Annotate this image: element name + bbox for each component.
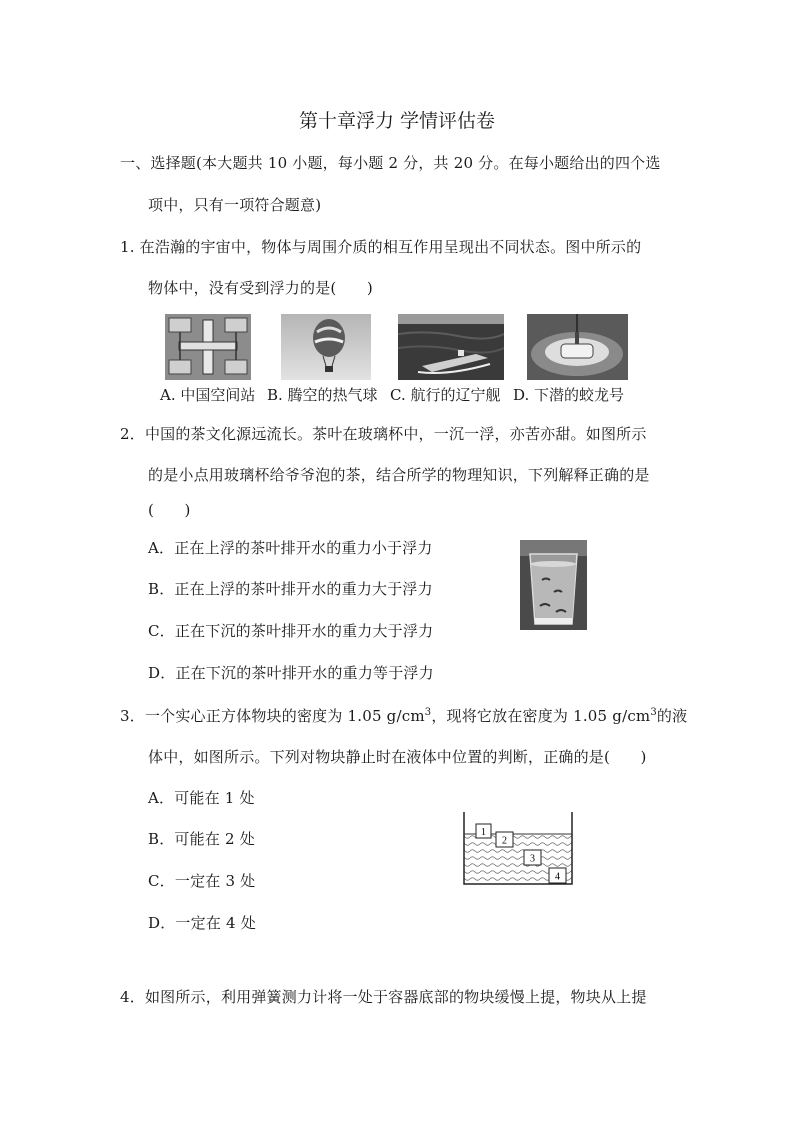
q1-option-a: A. 中国空间站 [160,386,256,404]
q4-stem-line1: 4．如图所示，利用弹簧测力计将一处于容器底部的物块缓慢上提，物块从上提 [120,988,647,1006]
q1-option-d: D. 下潜的蛟龙号 [513,386,625,404]
space-station-photo [165,314,251,380]
position-label-1: 1 [481,827,486,838]
page-title: 第十章浮力 学情评估卷 [298,110,496,132]
q2-option-b: B．正在上浮的茶叶排开水的重力大于浮力 [148,580,433,598]
tea-glass-photo [520,540,587,630]
q3-stem-part-a: 3．一个实心正方体物块的密度为 1.05 g/cm [120,707,425,725]
q2-stem-line1: 2．中国的茶文化源远流长。茶叶在玻璃杯中，一沉一浮，亦苦亦甜。如图所示 [120,425,647,443]
q2-stem-line3: ( ) [148,501,191,519]
submersible-photo [527,314,628,380]
q3-stem-line2: 体中，如图所示。下列对物块静止时在液体中位置的判断，正确的是( ) [148,748,647,766]
q3-option-c: C．一定在 3 处 [148,872,256,890]
q3-sup-2: 3 [650,707,657,718]
position-label-4: 4 [555,871,560,883]
q1-stem-line2: 物体中，没有受到浮力的是( ) [148,279,373,297]
q3-stem-part-b: ，现将它放在密度为 1.05 g/cm [431,707,651,725]
position-label-2: 2 [502,835,507,847]
q2-option-c: C．正在下沉的茶叶排开水的重力大于浮力 [148,622,434,640]
position-label-3: 3 [530,853,535,865]
q1-option-b: B. 腾空的热气球 [267,386,378,404]
hot-air-balloon-photo [281,314,371,380]
q2-option-a: A．正在上浮的茶叶排开水的重力小于浮力 [148,539,433,557]
q2-stem-line2: 的是小点用玻璃杯给爷爷泡的茶，结合所学的物理知识，下列解释正确的是 [148,466,650,484]
aircraft-carrier-photo [398,314,504,380]
q3-option-d: D．一定在 4 处 [148,914,256,932]
container-diagram [460,812,576,888]
q3-stem-line1 [120,705,687,726]
q3-option-a: A．可能在 1 处 [148,789,255,807]
q3-option-b: B．可能在 2 处 [148,830,255,848]
q2-option-d: D．正在下沉的茶叶排开水的重力等于浮力 [148,664,434,682]
section-heading-line1: 一、选择题(本大题共 10 小题，每小题 2 分，共 20 分。在每小题给出的四个选 [120,154,661,172]
q3-stem-part-c: 的液 [656,707,688,725]
q1-stem-line1: 1. 在浩瀚的宇宙中，物体与周围介质的相互作用呈现出不同状态。图中所示的 [120,238,642,256]
section-heading-line2: 项中，只有一项符合题意) [148,196,322,214]
q3-sup-1: 3 [424,707,432,718]
q1-option-c: C. 航行的辽宁舰 [390,386,501,404]
